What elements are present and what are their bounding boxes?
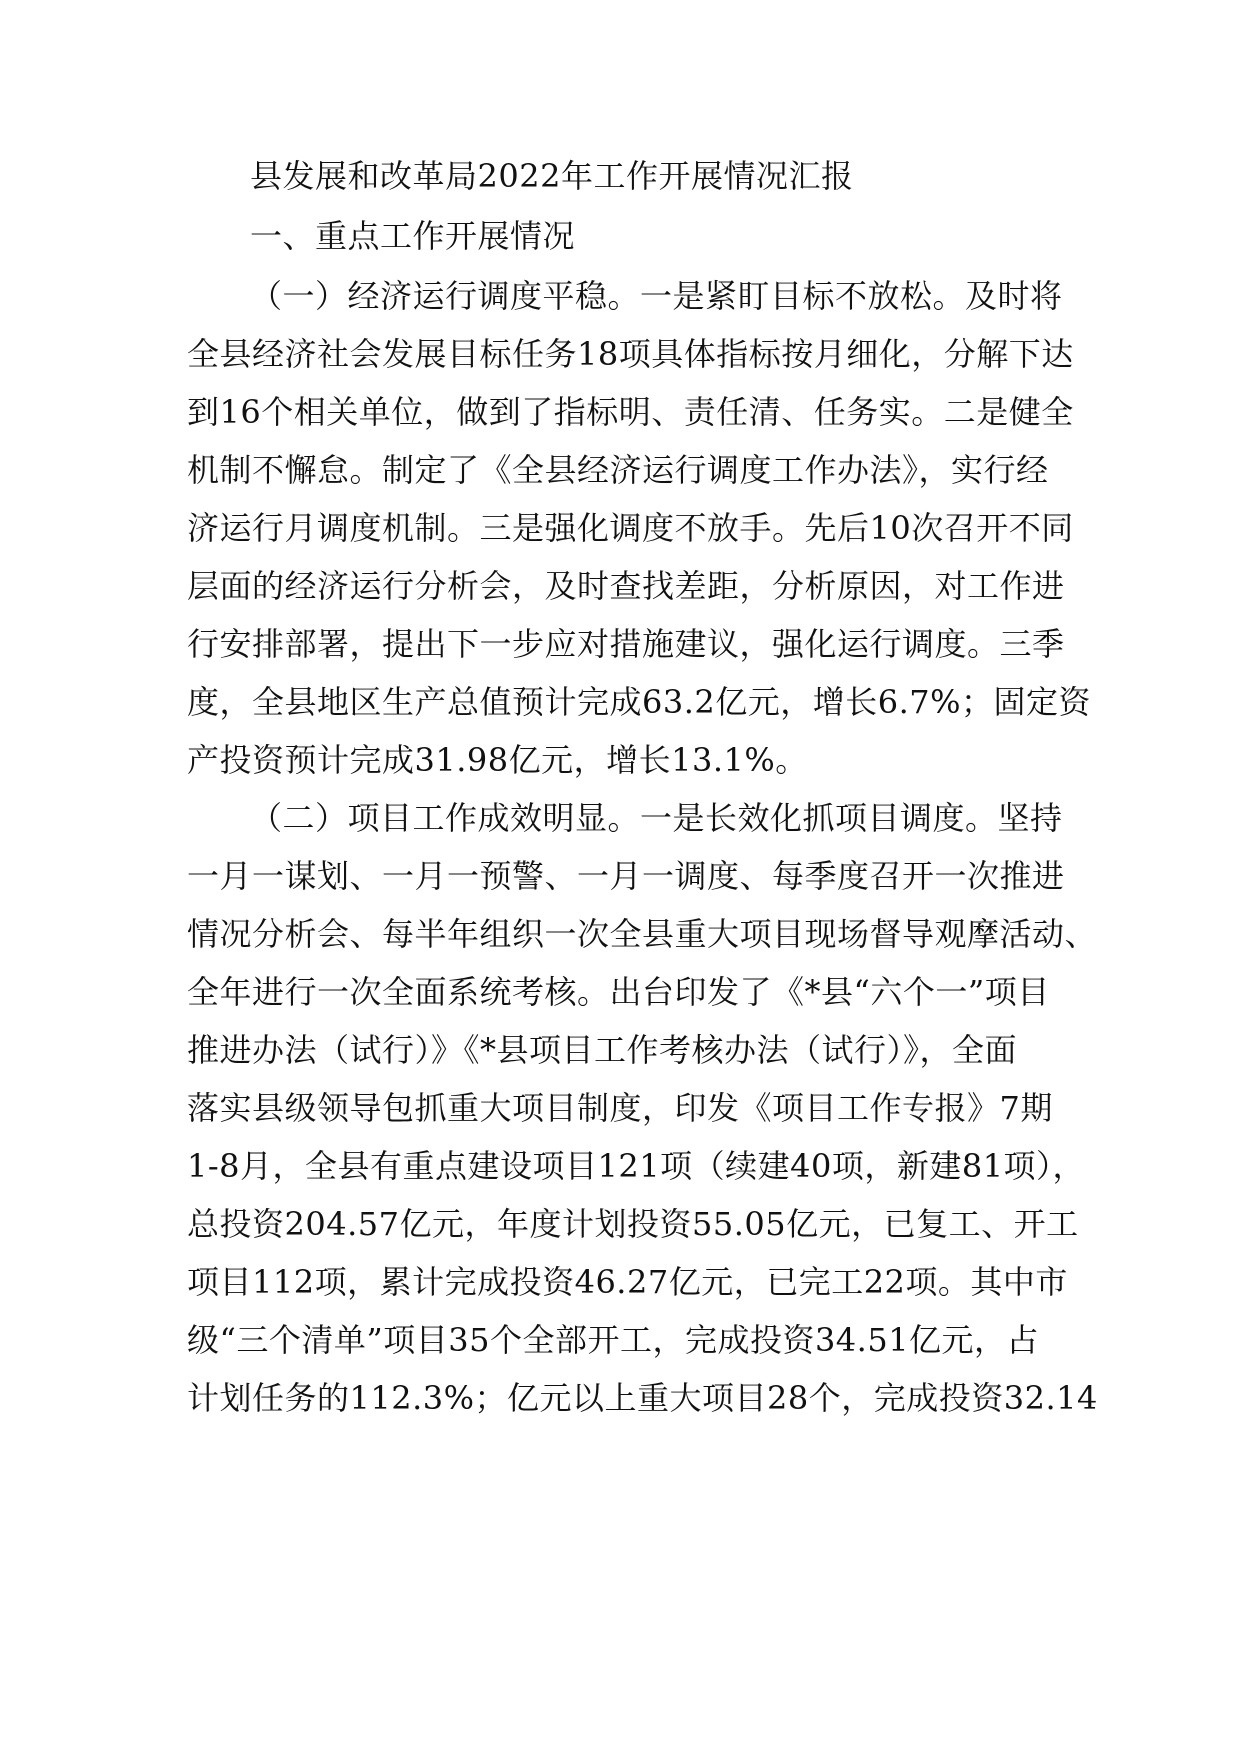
paragraph-line: 1-8月，全县有重点建设项目121项（续建40项，新建81项）， <box>187 1147 1086 1185</box>
paragraph-line: 推进办法（试行）》《*县项目工作考核办法（试行）》，全面 <box>187 1031 1018 1069</box>
paragraph-line: 层面的经济运行分析会，及时查找差距，分析原因，对工作进 <box>187 567 1065 605</box>
paragraph-line: 全年进行一次全面系统考核。出台印发了《*县“六个一”项目 <box>187 973 1050 1011</box>
paragraph-line: 行安排部署，提出下一步应对措施建议，强化运行调度。三季 <box>187 625 1065 663</box>
paragraph-line: 全县经济社会发展目标任务18项具体指标按月细化，分解下达 <box>187 335 1074 373</box>
paragraph-line: 产投资预计完成31.98亿元，增长13.1%。 <box>187 741 808 779</box>
paragraph-line: 级“三个清单”项目35个全部开工，完成投资34.51亿元，占 <box>187 1321 1040 1359</box>
paragraph-line: 一月一谋划、一月一预警、一月一调度、每季度召开一次推进 <box>187 857 1065 895</box>
section-heading: 一、重点工作开展情况 <box>250 217 576 255</box>
paragraph-line: 计划任务的112.3%；亿元以上重大项目28个，完成投资32.14 <box>187 1379 1098 1417</box>
paragraph-line: 落实县级领导包抓重大项目制度，印发《项目工作专报》7期 <box>187 1089 1053 1127</box>
paragraph-line: 情况分析会、每半年组织一次全县重大项目现场督导观摩活动、 <box>187 915 1098 953</box>
paragraph-line: （二）项目工作成效明显。一是长效化抓项目调度。坚持 <box>250 799 1063 837</box>
paragraph-line: 度，全县地区生产总值预计完成63.2亿元，增长6.7%；固定资 <box>187 683 1092 721</box>
paragraph-line: 到16个相关单位，做到了指标明、责任清、任务实。二是健全 <box>187 393 1074 431</box>
document-title: 县发展和改革局2022年工作开展情况汇报 <box>250 157 854 195</box>
paragraph-line: 机制不懈怠。制定了《全县经济运行调度工作办法》，实行经 <box>187 451 1049 489</box>
paragraph-line: （一）经济运行调度平稳。一是紧盯目标不放松。及时将 <box>250 277 1063 315</box>
paragraph-line: 济运行月调度机制。三是强化调度不放手。先后10次召开不同 <box>187 509 1074 547</box>
paragraph-line: 项目112项，累计完成投资46.27亿元，已完工22项。其中市 <box>187 1263 1068 1301</box>
paragraph-line: 总投资204.57亿元，年度计划投资55.05亿元，已复工、开工 <box>187 1205 1079 1243</box>
